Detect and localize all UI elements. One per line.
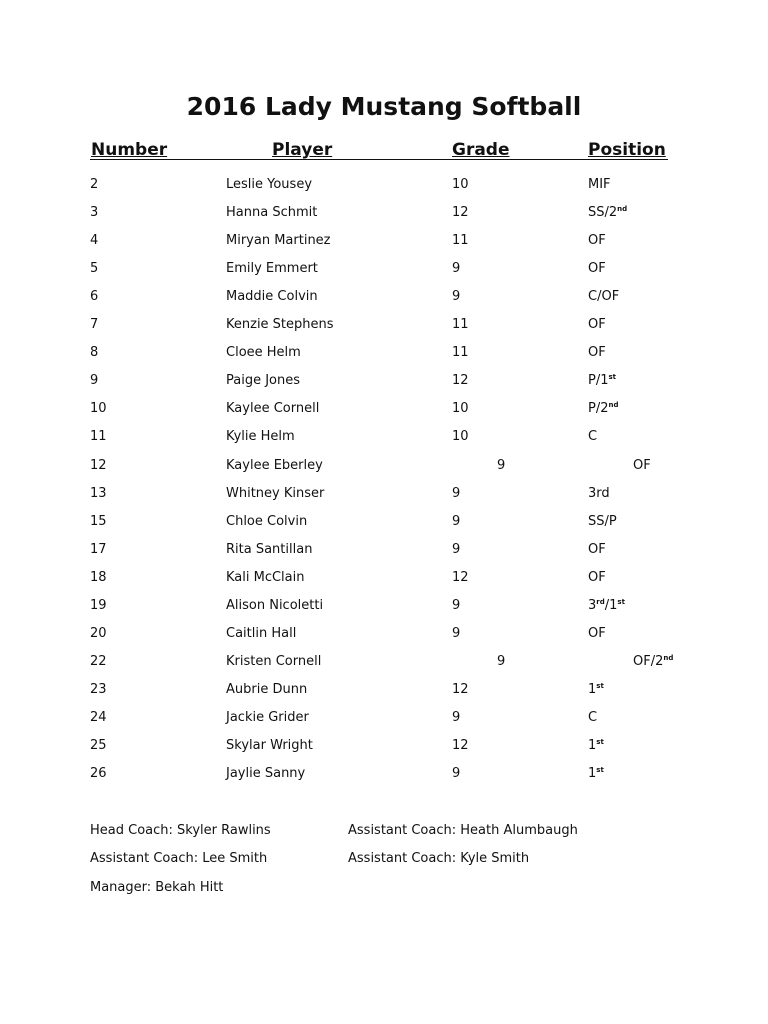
player-name: Aubrie Dunn [226, 682, 308, 697]
player-position [588, 258, 606, 280]
player-name: Alison Nicoletti [226, 598, 324, 613]
position-ordinal-suffix: st [596, 766, 604, 774]
position-text: C/OF [588, 289, 620, 304]
player-number: 10 [90, 401, 107, 416]
player-position [588, 707, 597, 729]
table-row [0, 342, 768, 364]
table-row [0, 623, 768, 645]
player-grade: 12 [452, 373, 469, 388]
position-ordinal-suffix: st [617, 598, 625, 606]
player-number: 4 [90, 233, 99, 248]
player-number: 11 [90, 429, 107, 444]
assistant-coach-kyle: Assistant Coach: Kyle Smith [348, 851, 530, 866]
player-number: 15 [90, 514, 107, 529]
player-name: Miryan Martinez [226, 233, 331, 248]
player-position [588, 511, 617, 533]
player-name: Maddie Colvin [226, 289, 318, 304]
table-row [0, 539, 768, 561]
player-grade: 10 [452, 401, 469, 416]
player-grade: 9 [497, 654, 506, 669]
table-row [0, 202, 768, 224]
player-position [588, 763, 604, 785]
player-grade: 9 [452, 710, 461, 725]
table-row [0, 511, 768, 533]
position-text: P/1 [588, 373, 609, 388]
player-position [588, 370, 616, 392]
player-name: Kenzie Stephens [226, 317, 334, 332]
player-name: Paige Jones [226, 373, 301, 388]
player-number: 7 [90, 317, 99, 332]
player-position [588, 679, 604, 701]
player-number: 8 [90, 345, 99, 360]
player-grade: 12 [452, 570, 469, 585]
position-ordinal-suffix: st [596, 738, 604, 746]
position-ordinal-suffix: nd [617, 205, 628, 213]
player-name: Kaylee Cornell [226, 401, 320, 416]
player-name: Emily Emmert [226, 261, 318, 276]
player-number: 25 [90, 738, 107, 753]
position-ordinal-suffix: nd [608, 401, 619, 409]
player-name: Jaylie Sanny [226, 766, 306, 781]
table-row [0, 595, 768, 617]
table-row [0, 483, 768, 505]
table-row [0, 286, 768, 308]
position-text: SS/2 [588, 205, 618, 220]
player-name: Leslie Yousey [226, 177, 313, 192]
player-number: 5 [90, 261, 99, 276]
position-ordinal-suffix: st [596, 682, 604, 690]
player-position [588, 286, 619, 308]
position-text: MIF [588, 177, 611, 192]
position-text: 3 [588, 598, 597, 613]
player-grade: 9 [452, 289, 461, 304]
player-position [588, 623, 606, 645]
player-position [588, 314, 606, 336]
position-text: OF [588, 542, 606, 557]
player-number: 22 [90, 654, 107, 669]
position-text: OF [588, 345, 606, 360]
player-grade: 9 [452, 514, 461, 529]
player-grade: 9 [452, 626, 461, 641]
table-row [0, 455, 768, 477]
player-grade: 10 [452, 177, 469, 192]
position-text: P/2 [588, 401, 609, 416]
position-text: OF [633, 458, 651, 473]
position-text: 1 [588, 682, 597, 697]
player-grade: 12 [452, 205, 469, 220]
position-text: SS/P [588, 514, 617, 529]
player-name: Kylie Helm [226, 429, 295, 444]
player-number: 9 [90, 373, 99, 388]
player-position [588, 230, 606, 252]
page-title: 2016 Lady Mustang Softball [186, 92, 582, 121]
player-grade: 11 [452, 345, 469, 360]
position-ordinal-suffix: nd [663, 654, 674, 662]
table-row [0, 258, 768, 280]
position-text-secondary: /1 [604, 598, 618, 613]
position-text: 3rd [588, 486, 610, 501]
player-name: Whitney Kinser [226, 486, 325, 501]
player-number: 24 [90, 710, 107, 725]
player-grade: 11 [452, 233, 469, 248]
player-number: 13 [90, 486, 107, 501]
table-row [0, 707, 768, 729]
table-row [0, 370, 768, 392]
player-number: 18 [90, 570, 107, 585]
player-number: 20 [90, 626, 107, 641]
player-name: Skylar Wright [226, 738, 313, 753]
position-ordinal-suffix: st [608, 373, 617, 381]
player-number: 12 [90, 458, 107, 473]
player-grade: 9 [497, 458, 506, 473]
manager: Manager: Bekah Hitt [90, 880, 224, 895]
table-row [0, 567, 768, 589]
player-number: 3 [90, 205, 99, 220]
player-name: Chloe Colvin [226, 514, 308, 529]
player-grade: 12 [452, 682, 469, 697]
player-position [588, 174, 611, 196]
player-position [588, 483, 610, 505]
player-position [588, 398, 619, 420]
player-number: 2 [90, 177, 99, 192]
player-position [633, 651, 673, 673]
player-name: Rita Santillan [226, 542, 313, 557]
table-row [0, 735, 768, 757]
player-name: Kristen Cornell [226, 654, 322, 669]
position-ordinal-suffix: rd [596, 598, 605, 606]
player-position [588, 342, 606, 364]
player-grade: 12 [452, 738, 469, 753]
column-header-position: Position [588, 140, 666, 160]
column-header-grade: Grade [452, 140, 510, 160]
player-number: 17 [90, 542, 107, 557]
player-grade: 11 [452, 317, 469, 332]
player-grade: 10 [452, 429, 469, 444]
position-text: OF [588, 233, 606, 248]
player-position [633, 455, 651, 477]
header-underline [90, 159, 668, 160]
position-text: OF [588, 317, 606, 332]
column-header-number: Number [91, 140, 168, 160]
player-position [588, 202, 627, 224]
player-name: Kali McClain [226, 570, 305, 585]
player-position [588, 735, 604, 757]
player-name: Hanna Schmit [226, 205, 318, 220]
player-grade: 9 [452, 542, 461, 557]
player-name: Kaylee Eberley [226, 458, 323, 473]
assistant-coach-heath: Assistant Coach: Heath Alumbaugh [348, 823, 578, 838]
position-text: OF/2 [633, 654, 664, 669]
player-position [588, 567, 606, 589]
position-text: 1 [588, 738, 597, 753]
assistant-coach-lee: Assistant Coach: Lee Smith [90, 851, 268, 866]
position-text: C [588, 710, 598, 725]
player-grade: 9 [452, 766, 461, 781]
head-coach: Head Coach: Skyler Rawlins [90, 823, 271, 838]
player-name: Jackie Grider [226, 710, 309, 725]
player-name: Caitlin Hall [226, 626, 297, 641]
table-row [0, 398, 768, 420]
player-number: 19 [90, 598, 107, 613]
position-text: 1 [588, 766, 597, 781]
position-text: OF [588, 261, 606, 276]
player-number: 6 [90, 289, 99, 304]
player-position [588, 426, 597, 448]
player-number: 26 [90, 766, 107, 781]
player-number: 23 [90, 682, 107, 697]
column-header-player: Player [272, 140, 333, 160]
position-text: OF [588, 570, 606, 585]
player-grade: 9 [452, 598, 461, 613]
player-grade: 9 [452, 261, 461, 276]
table-row [0, 651, 768, 673]
table-row [0, 314, 768, 336]
table-row [0, 426, 768, 448]
player-grade: 9 [452, 486, 461, 501]
table-row [0, 174, 768, 196]
player-position [588, 595, 625, 617]
player-position [588, 539, 606, 561]
position-text: OF [588, 626, 606, 641]
table-row [0, 679, 768, 701]
table-row [0, 763, 768, 785]
player-name: Cloee Helm [226, 345, 301, 360]
position-text: C [588, 429, 598, 444]
table-row [0, 230, 768, 252]
